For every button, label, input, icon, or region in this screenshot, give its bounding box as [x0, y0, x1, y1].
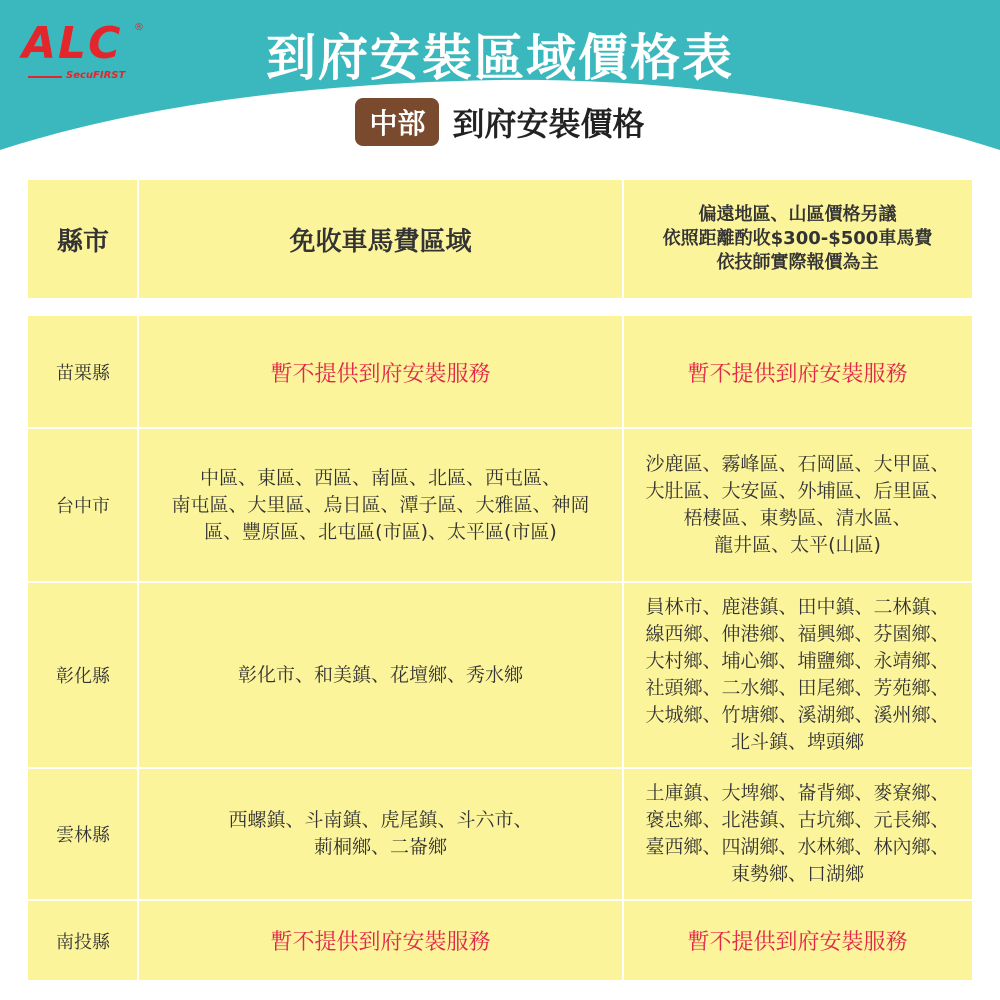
area-line: 龍井區、太平(山區)	[714, 534, 881, 556]
area-line: 西螺鎮、斗南鎮、虎尾鎮、斗六市、	[228, 809, 533, 831]
area-line: 中區、東區、西區、南區、北區、西屯區、	[199, 466, 561, 489]
area-line: 南屯區、大里區、烏日區、潭子區、大雅區、神岡	[171, 493, 590, 516]
table-row	[28, 429, 972, 581]
county-name: 南投縣	[56, 931, 110, 953]
area-line: 大村鄉、埔心鄉、埔鹽鄉、永靖鄉、	[645, 650, 950, 672]
subtitle: 到府安裝價格	[452, 105, 645, 143]
service-unavailable-text: 暫不提供到府安裝服務	[270, 930, 491, 955]
area-line: 莿桐鄉、二崙鄉	[313, 836, 447, 858]
table-row	[28, 901, 972, 980]
area-line: 大城鄉、竹塘鄉、溪湖鄉、溪州鄉、	[645, 704, 950, 726]
county-name: 彰化縣	[56, 666, 110, 687]
service-unavailable-text: 暫不提供到府安裝服務	[270, 361, 491, 387]
header-table	[28, 180, 972, 298]
service-unavailable-text: 暫不提供到府安裝服務	[687, 361, 908, 387]
column-divider	[137, 901, 139, 980]
county-cell	[28, 583, 138, 767]
county-cell	[28, 429, 138, 581]
remote-area-cell	[623, 429, 972, 581]
table-row	[28, 583, 972, 767]
column-divider	[622, 429, 624, 581]
column-divider	[137, 180, 139, 298]
county-cell	[28, 901, 138, 980]
price-table	[28, 316, 972, 980]
county-name: 苗栗縣	[56, 363, 110, 384]
area-line: 區、豐原區、北屯區(市區)、太平區(市區)	[204, 520, 557, 543]
area-line: 臺西鄉、四湖鄉、水林鄉、林內鄉、	[645, 836, 950, 858]
table-row	[28, 769, 972, 899]
header-remote-area	[623, 180, 972, 298]
free-area-cell	[138, 316, 623, 428]
header-remote-line: 偏遠地區、山區價格另議	[698, 204, 897, 225]
header-free-area	[138, 180, 623, 298]
header-county	[28, 180, 138, 298]
free-area-list	[216, 807, 544, 861]
column-divider	[622, 769, 624, 899]
remote-area-cell	[623, 583, 972, 767]
logo-registered-mark: ®	[134, 22, 144, 33]
free-area-list	[159, 465, 601, 546]
subtitle-bar	[0, 98, 1000, 148]
free-area-cell	[138, 429, 623, 581]
free-area-cell	[138, 583, 623, 767]
area-line: 員林市、鹿港鎮、田中鎮、二林鎮、	[645, 596, 950, 618]
page-title	[0, 18, 1000, 90]
column-divider	[137, 316, 139, 428]
column-divider	[622, 583, 624, 767]
area-line: 社頭鄉、二水鄉、田尾鄉、芳苑鄉、	[645, 677, 950, 699]
remote-area-list	[639, 451, 955, 559]
remote-area-cell	[623, 901, 972, 980]
area-line: 北斗鎮、埤頭鄉	[730, 731, 864, 753]
service-unavailable-text: 暫不提供到府安裝服務	[687, 930, 908, 955]
free-area-cell	[138, 901, 623, 980]
page-title-text: 到府安裝區域價格表	[266, 29, 734, 87]
area-line: 大肚區、大安區、外埔區、后里區、	[645, 480, 950, 502]
county-name: 雲林縣	[56, 825, 110, 846]
column-divider	[622, 901, 624, 980]
header-remote-line: 依技師實際報價為主	[716, 252, 879, 273]
area-line: 土庫鎮、大埤鄉、崙背鄉、麥寮鄉、	[645, 782, 950, 804]
header-row	[28, 180, 972, 298]
logo-subtext: SecuFIRST	[66, 70, 126, 81]
area-line: 線西鄉、伸港鄉、福興鄉、芬園鄉、	[645, 623, 950, 645]
header-county-label: 縣市	[56, 226, 109, 257]
county-cell	[28, 769, 138, 899]
free-area-list	[226, 662, 535, 689]
logo-text: ALC	[22, 18, 123, 69]
county-cell	[28, 316, 138, 428]
remote-area-cell	[623, 769, 972, 899]
column-divider	[137, 769, 139, 899]
remote-area-list	[639, 780, 955, 888]
area-line: 沙鹿區、霧峰區、石岡區、大甲區、	[645, 453, 950, 475]
column-divider	[137, 429, 139, 581]
header-remote-label	[663, 203, 933, 275]
county-name: 台中市	[56, 496, 110, 517]
free-area-cell	[138, 769, 623, 899]
column-divider	[622, 180, 624, 298]
table-row	[28, 316, 972, 428]
region-badge: 中部	[355, 98, 439, 146]
remote-area-list	[639, 594, 955, 756]
remote-area-cell	[623, 316, 972, 428]
header-free-label: 免收車馬費區域	[289, 226, 472, 257]
area-line: 梧棲區、東勢區、清水區、	[683, 507, 912, 529]
header-remote-line: 依照距離酌收$300-$500車馬費	[662, 228, 933, 249]
column-divider	[137, 583, 139, 767]
area-line: 褒忠鄉、北港鎮、古坑鄉、元長鄉、	[645, 809, 950, 831]
column-divider	[622, 316, 624, 428]
area-line: 東勢鄉、口湖鄉	[730, 863, 864, 885]
area-line: 彰化市、和美鎮、花壇鄉、秀水鄉	[237, 663, 523, 686]
